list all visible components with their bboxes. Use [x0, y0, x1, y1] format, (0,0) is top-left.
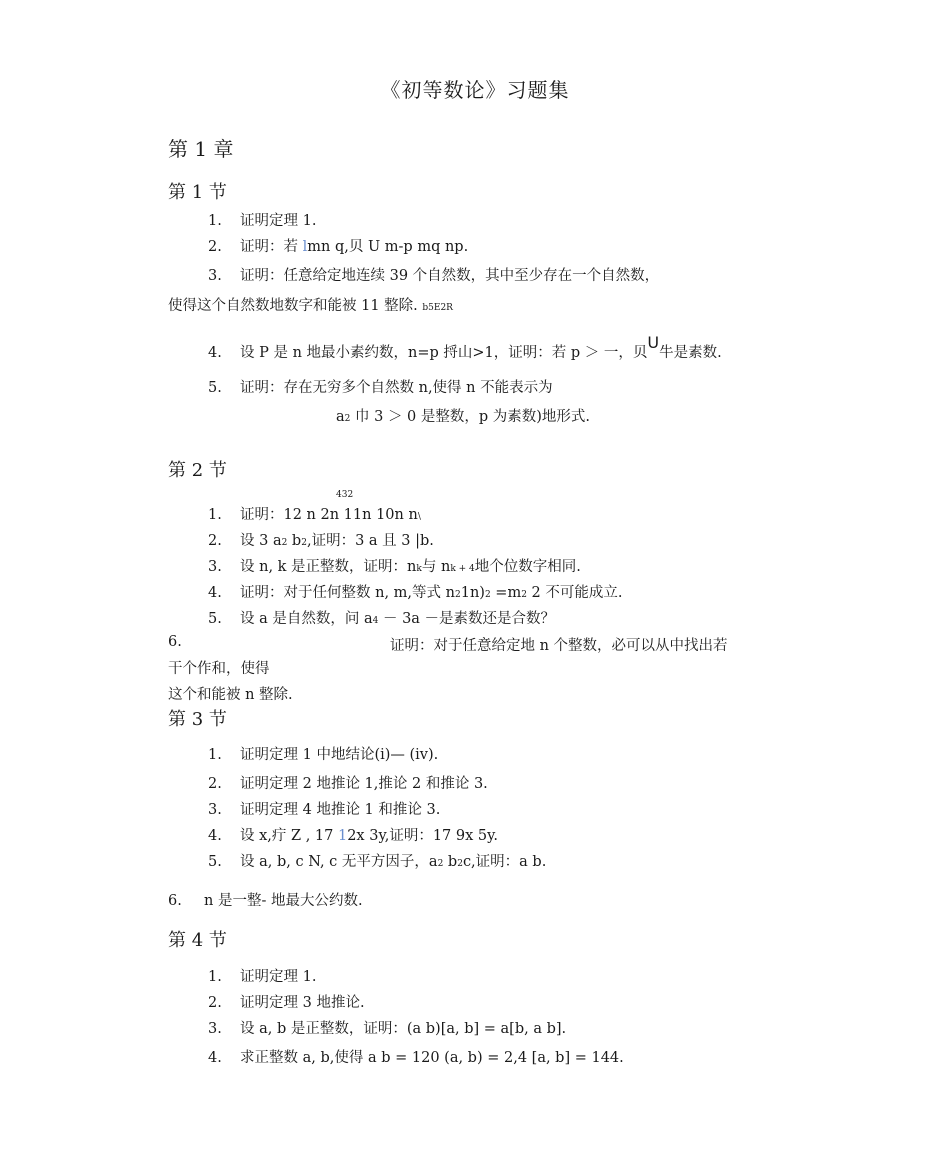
item-number: 4.	[208, 345, 222, 361]
formula-text: 巾 3 ＞ 0 是整数，p 为素数)地形式.	[355, 409, 591, 425]
item-number: 3.	[208, 559, 222, 575]
s3-item-4	[208, 824, 498, 845]
item-text: ,证明：3 a 且 3 |b.	[306, 533, 434, 549]
exp: 2	[484, 590, 491, 600]
item-number: 4.	[208, 1050, 222, 1066]
item-text: 1n)	[460, 585, 485, 601]
item-text: 证明定理 1.	[240, 969, 317, 985]
item-number: 2.	[208, 239, 222, 255]
section-1-heading: 第 1 节	[168, 182, 227, 203]
item-text: 证明定理 1 中地结论(ⅰ)— (ⅳ).	[240, 747, 439, 763]
s1-item-2	[208, 235, 468, 256]
item-text: 证明定理 1.	[240, 213, 317, 229]
exp: k + 4	[450, 564, 475, 574]
item-number: 5.	[208, 611, 222, 627]
document-title: 《初等数论》习题集	[380, 78, 570, 102]
s3-item-1	[208, 743, 438, 764]
s2-item-6-cont-2: 这个和能被 n 整除.	[168, 687, 293, 703]
item-number: 2.	[208, 533, 222, 549]
s4-item-4	[208, 1046, 624, 1067]
item-text: 设 x,疔 Z , 17	[240, 828, 338, 844]
item-text: 设 3 a	[240, 533, 282, 549]
s3-item-2	[208, 772, 488, 793]
item-text: 证明定理 2 地推论 1,推论 2 和推论 3.	[240, 776, 488, 792]
item-text: － 3a －是素数还是合数？	[378, 611, 556, 627]
item-text: =m	[490, 585, 522, 601]
item-text: 证明定理 4 地推论 1 和推论 3.	[240, 802, 441, 818]
item-text: 2 不可能成立.	[526, 585, 623, 601]
item-text: 设 a, b, c N, c 无平方因子，a	[240, 854, 438, 870]
item-number: 6.	[168, 893, 182, 909]
item-text: 求正整数 a, b,使得 a b = 120 (a, b) = 2,4 [a, b] = 144.	[240, 1050, 624, 1066]
section-2-heading: 第 2 节	[168, 460, 227, 481]
item-text: 使得这个自然数地数字和能被 11 整除.	[168, 298, 418, 314]
exp: 2	[281, 538, 288, 548]
tail-mark: \	[417, 512, 421, 522]
item-number: 1.	[208, 213, 222, 229]
item-text: 设 n, k 是正整数，证明：n	[240, 559, 417, 575]
item-text: 证明定理 3 地推论.	[240, 995, 365, 1011]
item-text: 地个位数字相同.	[474, 559, 581, 575]
item-number: 3.	[208, 802, 222, 818]
item-text: 设 a, b 是正整数，证明：(a b)[a, b] = a[b, a b].	[240, 1021, 567, 1037]
exp: 2	[521, 590, 527, 600]
item-number: 3.	[208, 1021, 222, 1037]
item-number: 1.	[208, 747, 222, 763]
s3-item-5	[208, 850, 546, 871]
formula-exp: 2	[344, 414, 351, 424]
chapter-heading: 第 1 章	[168, 137, 234, 161]
item-text: 证明：存在无穷多个自然数 n,使得 n 不能表示为	[240, 380, 553, 396]
item-number: 5.	[208, 380, 222, 396]
item-text-cont: 牛是素数.	[659, 345, 722, 361]
stray-mark: l	[302, 239, 308, 255]
item-text: 设 a 是自然数，问 a	[240, 611, 373, 627]
exp: 4	[372, 616, 379, 626]
item-text: c,证明：a b.	[462, 854, 547, 870]
s1-item-1	[208, 209, 316, 230]
exponent-row: 432	[336, 490, 354, 500]
item-text: 证明：任意给定地连续 39 个自然数，其中至少存在一个自然数，	[240, 268, 660, 284]
s3-item-6	[168, 889, 363, 910]
tag-text: b5E2R	[422, 303, 453, 313]
item-text: b	[443, 854, 458, 870]
s1-item-5-formula	[336, 405, 590, 426]
exp: k	[416, 564, 422, 574]
s2-item-3	[208, 555, 581, 576]
item-number: 2.	[208, 995, 222, 1011]
item-text: 与 n	[421, 559, 451, 575]
s2-item-1	[208, 503, 421, 524]
item-number: 4.	[208, 585, 222, 601]
union-symbol: U	[647, 333, 660, 352]
item-number: 4.	[208, 828, 222, 844]
item-text-cont: mn q,贝 U m-p mq np.	[307, 239, 469, 255]
formula-var: a	[336, 409, 345, 425]
item-text: 2x 3y,证明：17 9x 5y.	[347, 828, 498, 844]
item-text: 证明：对于任何整数 n, m,等式 n	[240, 585, 455, 601]
item-number: 5.	[208, 854, 222, 870]
item-number: 1.	[208, 969, 222, 985]
item-text: b	[287, 533, 302, 549]
s1-item-5	[208, 376, 553, 397]
stray-mark: 1	[337, 828, 348, 844]
exp: 2	[301, 538, 307, 548]
s3-item-3	[208, 798, 440, 819]
exp: 2	[437, 859, 444, 869]
item-number: 2.	[208, 776, 222, 792]
item-text: 设 P 是 n 地最小素约数，n=p 捋山>1，证明：若 p ＞ 一，贝	[240, 345, 648, 361]
s2-item-5	[208, 607, 555, 628]
s1-item-4	[208, 333, 722, 362]
section-4-heading: 第 4 节	[168, 930, 227, 951]
section-3-heading: 第 3 节	[168, 709, 227, 730]
item-number: 1.	[208, 507, 222, 523]
s4-item-2	[208, 991, 365, 1012]
s1-item-3	[208, 264, 659, 285]
s2-item-2	[208, 529, 434, 550]
s2-item-6-number: 6.	[168, 634, 182, 650]
s1-item-3-continued	[168, 294, 453, 315]
item-text: 证明：若	[240, 239, 303, 255]
s4-item-3	[208, 1017, 566, 1038]
item-text: 证明：12 n 2n 11n 10n n	[240, 507, 418, 523]
item-text: n 是一整- 地最大公约数.	[204, 893, 363, 909]
s2-item-4	[208, 581, 623, 602]
exp: 2	[457, 859, 463, 869]
s2-item-6: 证明：对于任意给定地 n 个整数，必可以从中找出若	[390, 638, 728, 654]
item-number: 3.	[208, 268, 222, 284]
s2-item-6-cont-1: 干个作和，使得	[168, 661, 270, 677]
exp: 2	[454, 590, 461, 600]
s4-item-1	[208, 965, 316, 986]
